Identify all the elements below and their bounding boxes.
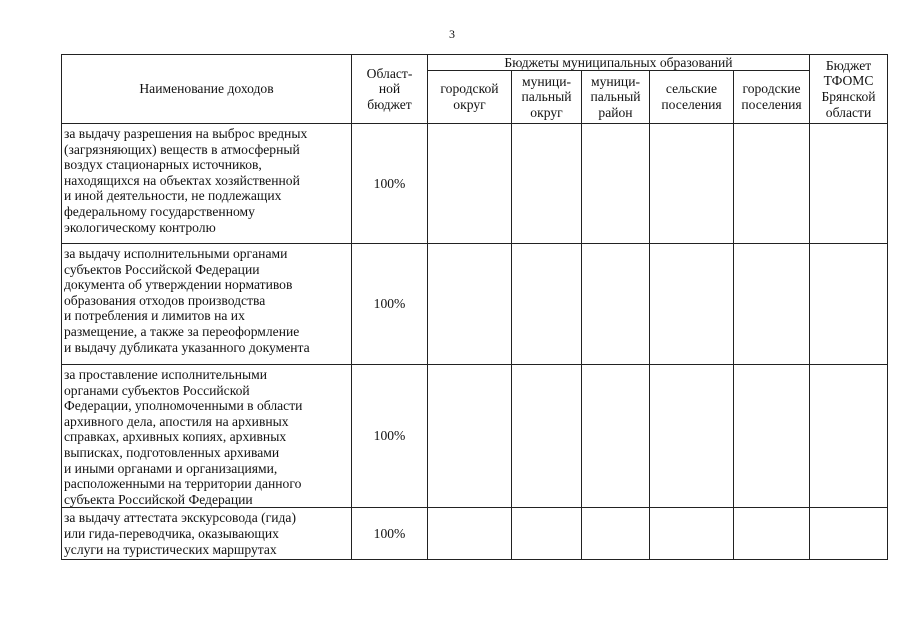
header-municipal-rayon: муници- пальный район (582, 71, 650, 124)
revenue-name-cell: за проставление исполнительными органами субъектов Российской Федерации, уполномоченными в области архивного дела, апостиля на архивных справках, архивных копиях, архивных выписках, подготовленных архивами и иными органами и организациями, расположенными на территории данного субъекта Российской Федерации (62, 365, 352, 508)
empty-cell (810, 508, 888, 560)
empty-cell (582, 508, 650, 560)
regional-share-cell: 100% (352, 365, 428, 508)
header-revenue-name: Наименование доходов (62, 55, 352, 124)
header-city-district: городской округ (428, 71, 512, 124)
empty-cell (512, 244, 582, 365)
empty-cell (650, 124, 734, 244)
empty-cell (582, 244, 650, 365)
empty-cell (428, 244, 512, 365)
header-municipal-okrug: муници- пальный округ (512, 71, 582, 124)
empty-cell (810, 365, 888, 508)
empty-cell (810, 244, 888, 365)
empty-cell (512, 365, 582, 508)
table-row (62, 365, 888, 508)
empty-cell (428, 365, 512, 508)
empty-cell (734, 124, 810, 244)
empty-cell (650, 508, 734, 560)
empty-cell (650, 365, 734, 508)
regional-share-cell: 100% (352, 508, 428, 560)
header-tfoms-budget: Бюджет ТФОМС Брянской области (810, 55, 888, 124)
table-row (62, 244, 888, 365)
header-urban-settlements: городские поселения (734, 71, 810, 124)
empty-cell (428, 124, 512, 244)
empty-cell (582, 365, 650, 508)
empty-cell (734, 508, 810, 560)
revenue-distribution-table (61, 54, 888, 560)
empty-cell (512, 124, 582, 244)
empty-cell (582, 124, 650, 244)
regional-share-cell: 100% (352, 244, 428, 365)
header-regional-budget: Област- ной бюджет (352, 55, 428, 124)
regional-share-cell: 100% (352, 124, 428, 244)
page-number: 3 (449, 27, 455, 41)
header-rural-settlements: сельские поселения (650, 71, 734, 124)
table-row (62, 124, 888, 244)
revenue-name-cell: за выдачу аттестата экскурсовода (гида) или гида-переводчика, оказывающих услуги на туристических маршрутах (62, 508, 352, 560)
header-municipal-budgets: Бюджеты муниципальных образований (428, 55, 810, 71)
revenue-name-cell: за выдачу исполнительными органами субъектов Российской Федерации документа об утверждении нормативов образования отходов производства и потребления и лимитов на их размещение, а также за переоформление и выдачу дубликата указанного документа (62, 244, 352, 365)
table-row (62, 508, 888, 560)
empty-cell (810, 124, 888, 244)
empty-cell (734, 244, 810, 365)
header-row-1 (62, 55, 888, 71)
empty-cell (512, 508, 582, 560)
empty-cell (428, 508, 512, 560)
revenue-name-cell: за выдачу разрешения на выброс вредных (загрязняющих) веществ в атмосферный воздух стационарных источников, находящихся на объектах хозяйственной и иной деятельности, не подлежащих федеральному государственному экологическому контролю (62, 124, 352, 244)
empty-cell (734, 365, 810, 508)
empty-cell (650, 244, 734, 365)
